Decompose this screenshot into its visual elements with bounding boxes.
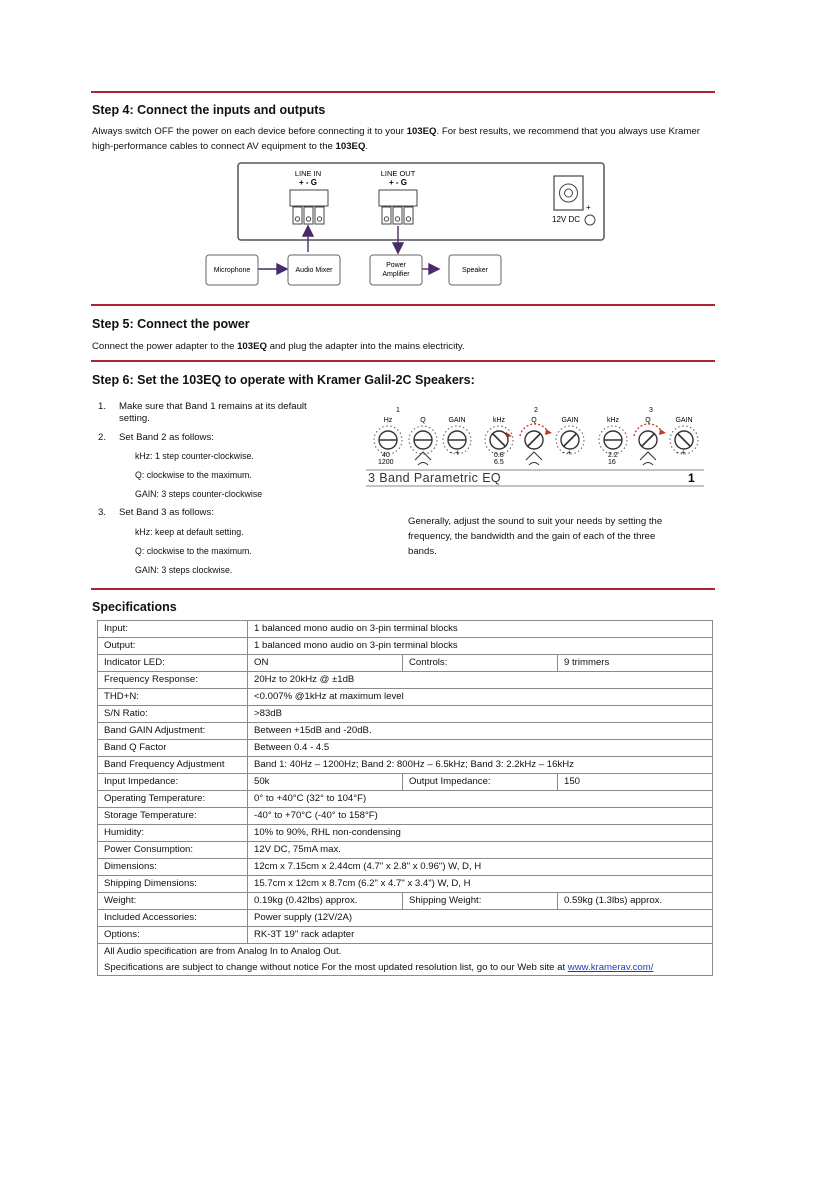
step4-text-2: . For best results, we recommend that you always use Kramer high-performance cables to connect AV equipment to the bbox=[92, 126, 700, 152]
table-row-notes bbox=[98, 944, 713, 976]
spec-label: Indicator LED: bbox=[98, 655, 248, 672]
band2-max: 6.5 bbox=[494, 459, 504, 466]
spec-label: Weight: bbox=[98, 893, 248, 910]
band2-q: Q: clockwise to the maximum. bbox=[135, 470, 252, 480]
spec-label: Band Frequency Adjustment bbox=[98, 757, 248, 774]
spec-value: Band 1: 40Hz – 1200Hz; Band 2: 800Hz – 6.5kHz; Band 3: 2.2kHz – 16kHz bbox=[248, 757, 713, 774]
knob-label-khz3: kHz bbox=[606, 417, 620, 424]
line-in-pins: + - G bbox=[298, 178, 318, 187]
spec-value: 1 balanced mono audio on 3-pin terminal blocks bbox=[248, 638, 713, 655]
item-text: Make sure that Band 1 remains at its default setting. bbox=[119, 401, 307, 424]
spec-label: Humidity: bbox=[98, 825, 248, 842]
spec-label: THD+N: bbox=[98, 689, 248, 706]
power-plus: + bbox=[586, 203, 591, 212]
spec-label: Output Impedance: bbox=[403, 774, 558, 791]
table-row bbox=[98, 876, 713, 893]
spec-label: Storage Temperature: bbox=[98, 808, 248, 825]
spec-label: Frequency Response: bbox=[98, 672, 248, 689]
spec-value: 0.19kg (0.42lbs) approx. bbox=[248, 893, 403, 910]
knob-label-gain1: GAIN bbox=[448, 417, 466, 424]
spec-note-2 bbox=[104, 960, 712, 976]
table-row bbox=[98, 910, 713, 927]
panel-number: 1 bbox=[688, 471, 695, 485]
power-amplifier-block bbox=[370, 255, 422, 285]
item-number: 3. bbox=[98, 507, 107, 518]
spec-value: Between +15dB and -20dB. bbox=[248, 723, 713, 740]
step4-text-3: . bbox=[365, 141, 369, 152]
spec-value: 150 bbox=[558, 774, 713, 791]
spec-value: 0° to +40°C (32° to 104°F) bbox=[248, 791, 713, 808]
connection-diagram bbox=[200, 160, 620, 292]
table-row bbox=[98, 842, 713, 859]
band3-khz: kHz: keep at default setting. bbox=[135, 527, 244, 537]
spec-label: Included Accessories: bbox=[98, 910, 248, 927]
spec-note-1: All Audio specification are from Analog In to Analog Out. bbox=[104, 946, 342, 957]
line-out-label: LINE OUT bbox=[380, 169, 416, 178]
spec-value: -40° to +70°C (-40° to 158°F) bbox=[248, 808, 713, 825]
line-in-screws bbox=[293, 207, 324, 224]
table-row bbox=[98, 825, 713, 842]
spec-note-2-text: Specifications are subject to change without notice For the most updated resolution list, go to our Web site at bbox=[104, 961, 568, 973]
table-row bbox=[98, 672, 713, 689]
band2-gain: GAIN: 3 steps counter-clockwise bbox=[135, 489, 263, 499]
band3-min: 2.2 bbox=[608, 452, 618, 459]
spec-label: Controls: bbox=[403, 655, 558, 672]
gain3-marks: - + bbox=[676, 448, 686, 457]
power-label: 12V DC bbox=[552, 215, 581, 224]
spec-label: Power Consumption: bbox=[98, 842, 248, 859]
spec-label: Input Impedance: bbox=[98, 774, 248, 791]
band1-min: 40 bbox=[382, 452, 390, 459]
band-number-2: 2 bbox=[534, 407, 538, 414]
knob-label-q3: Q bbox=[645, 417, 651, 424]
step4-body bbox=[92, 124, 716, 154]
table-row bbox=[98, 621, 713, 638]
band3-q: Q: clockwise to the maximum. bbox=[135, 546, 252, 556]
spec-value: 50k bbox=[248, 774, 403, 791]
knob-label-q2: Q bbox=[531, 417, 537, 424]
spec-value: ON bbox=[248, 655, 403, 672]
spec-value: 15.7cm x 12cm x 8.7cm (6.2" x 4.7" x 3.4") W, D, H bbox=[248, 876, 713, 893]
power-amp-label-2: Amplifier bbox=[382, 271, 410, 278]
spec-label: Band Q Factor bbox=[98, 740, 248, 757]
gain2-marks: - + bbox=[562, 448, 572, 457]
spec-value: 10% to 90%, RHL non-condensing bbox=[248, 825, 713, 842]
table-row bbox=[98, 723, 713, 740]
step4-bold-1: 103EQ bbox=[406, 126, 437, 137]
step6-heading: Step 6: Set the 103EQ to operate with Kramer Galil-2C Speakers: bbox=[92, 373, 475, 387]
item-number: 1. bbox=[98, 401, 107, 412]
specs-heading: Specifications bbox=[92, 600, 177, 614]
spec-label: Output: bbox=[98, 638, 248, 655]
step5-text-2: and plug the adapter into the mains electricity. bbox=[266, 341, 465, 352]
spec-value: RK-3T 19" rack adapter bbox=[248, 927, 713, 944]
table-row bbox=[98, 859, 713, 876]
spec-label: Input: bbox=[98, 621, 248, 638]
microphone-label: Microphone bbox=[213, 267, 251, 274]
spec-value: <0.007% @1kHz at maximum level bbox=[248, 689, 713, 706]
knob-label-khz2: kHz bbox=[492, 417, 506, 424]
table-row bbox=[98, 893, 713, 910]
eq-front-panel bbox=[366, 402, 704, 488]
spec-label: Dimensions: bbox=[98, 859, 248, 876]
spec-value: 0.59kg (1.3lbs) approx. bbox=[558, 893, 713, 910]
section-rule bbox=[91, 304, 715, 306]
item-text: Set Band 3 as follows: bbox=[119, 507, 214, 518]
table-row bbox=[98, 927, 713, 944]
knob-label-gain2: GAIN bbox=[561, 417, 579, 424]
item-number: 2. bbox=[98, 432, 107, 443]
section-rule bbox=[91, 360, 715, 362]
band3-gain: GAIN: 3 steps clockwise. bbox=[135, 565, 233, 575]
band-number-1: 1 bbox=[396, 407, 400, 414]
line-in-label: LINE IN bbox=[294, 169, 322, 178]
spec-notes bbox=[98, 944, 713, 976]
step4-heading: Step 4: Connect the inputs and outputs bbox=[92, 103, 326, 117]
band-number-3: 3 bbox=[649, 407, 653, 414]
spec-value: 12V DC, 75mA max. bbox=[248, 842, 713, 859]
table-row bbox=[98, 655, 713, 672]
power-amp-label-1: Power bbox=[386, 262, 406, 269]
specifications-table bbox=[97, 620, 713, 976]
line-out-terminal bbox=[379, 190, 417, 206]
item-text: Set Band 2 as follows: bbox=[119, 432, 214, 443]
step4-bold-2: 103EQ bbox=[335, 141, 366, 152]
table-row bbox=[98, 808, 713, 825]
knob-label-hz: Hz bbox=[383, 417, 393, 424]
audio-mixer-label: Audio Mixer bbox=[295, 267, 333, 274]
step4-text-1: Always switch OFF the power on each device before connecting it to your bbox=[92, 126, 407, 137]
table-row bbox=[98, 689, 713, 706]
band2-khz: kHz: 1 step counter-clockwise. bbox=[135, 451, 254, 461]
step6-item-3 bbox=[98, 507, 214, 519]
knob-label-q1: Q bbox=[420, 417, 426, 424]
step5-text-1: Connect the power adapter to the bbox=[92, 341, 238, 352]
step5-bold: 103EQ bbox=[237, 341, 267, 352]
spec-label: Operating Temperature: bbox=[98, 791, 248, 808]
table-row bbox=[98, 757, 713, 774]
table-row bbox=[98, 706, 713, 723]
general-note: Generally, adjust the sound to suit your needs by setting the frequency, the bandwidth and the gain of each of the three bands. bbox=[408, 516, 663, 557]
spec-label: Options: bbox=[98, 927, 248, 944]
spec-value: 1 balanced mono audio on 3-pin terminal blocks bbox=[248, 621, 713, 638]
table-row bbox=[98, 774, 713, 791]
band3-max: 16 bbox=[608, 459, 616, 466]
spec-label: Shipping Weight: bbox=[403, 893, 558, 910]
step5-heading: Step 5: Connect the power bbox=[92, 317, 250, 331]
spec-value: >83dB bbox=[248, 706, 713, 723]
spec-label: Shipping Dimensions: bbox=[98, 876, 248, 893]
line-in-terminal bbox=[290, 190, 328, 206]
step6-item-1 bbox=[98, 401, 338, 425]
gain1-marks: - + bbox=[450, 448, 460, 457]
section-rule bbox=[91, 91, 715, 93]
spec-value: 9 trimmers bbox=[558, 655, 713, 672]
power-jack-pin bbox=[565, 189, 573, 197]
table-row bbox=[98, 791, 713, 808]
spec-value: 12cm x 7.15cm x 2.44cm (4.7" x 2.8" x 0.96") W, D, H bbox=[248, 859, 713, 876]
step5-body bbox=[92, 339, 716, 354]
spec-value: Power supply (12V/2A) bbox=[248, 910, 713, 927]
spec-label: Band GAIN Adjustment: bbox=[98, 723, 248, 740]
band2-min: 0.8 bbox=[494, 452, 504, 459]
spec-value: Between 0.4 - 4.5 bbox=[248, 740, 713, 757]
table-row bbox=[98, 740, 713, 757]
spec-value: 20Hz to 20kHz @ ±1dB bbox=[248, 672, 713, 689]
section-rule bbox=[91, 588, 715, 590]
polarity-icon bbox=[585, 215, 595, 225]
table-row bbox=[98, 638, 713, 655]
spec-label: S/N Ratio: bbox=[98, 706, 248, 723]
website-link[interactable]: www.kramerav.com/ bbox=[567, 961, 654, 973]
speaker-label: Speaker bbox=[461, 267, 489, 274]
panel-title: 3 Band Parametric EQ bbox=[368, 471, 502, 485]
line-out-screws bbox=[382, 207, 413, 224]
band1-max: 1200 bbox=[378, 459, 394, 466]
step6-item-2 bbox=[98, 432, 214, 444]
knob-label-gain3: GAIN bbox=[675, 417, 693, 424]
line-out-pins: + - G bbox=[388, 178, 408, 187]
